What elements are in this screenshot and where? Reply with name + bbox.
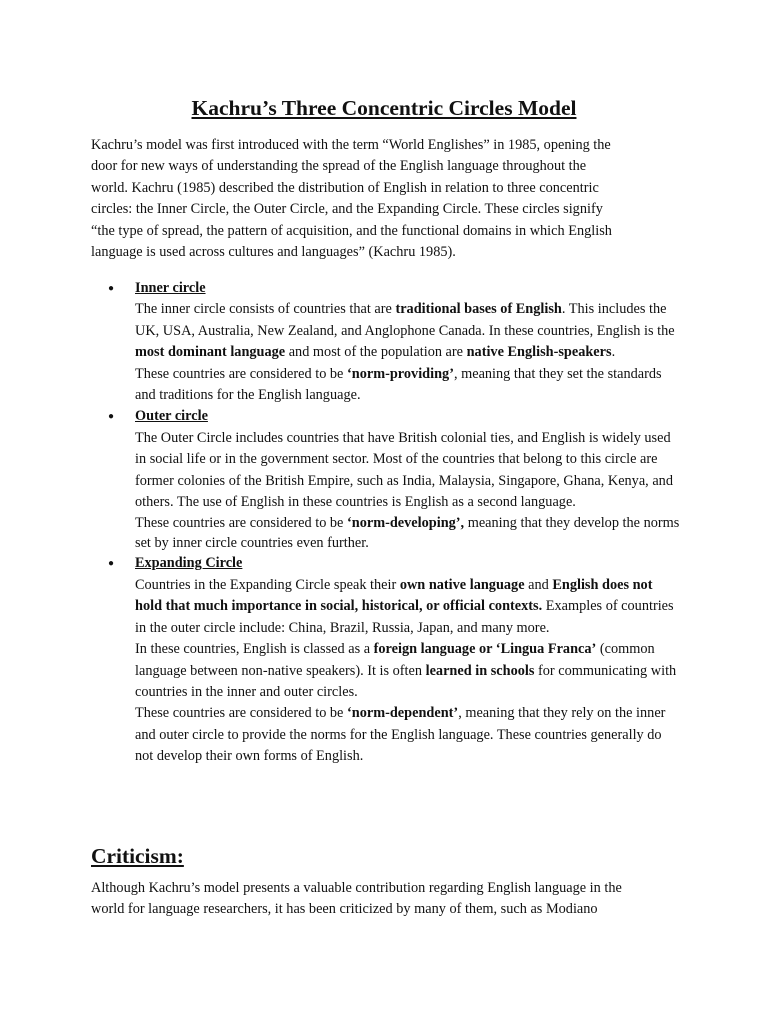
bold-text: learned in schools <box>425 662 535 679</box>
expanding-circle-heading: Expanding Circle <box>135 555 243 572</box>
bold-text: ‘norm-providing’ <box>346 365 454 382</box>
criticism-line: world for language researchers, it has been criticized by many of them, such as Modiano <box>91 901 598 918</box>
expanding-circle-paragraph <box>135 575 680 639</box>
inner-circle-heading: Inner circle <box>135 280 206 296</box>
criticism-paragraph <box>91 878 691 921</box>
intro-line: circles: the Inner Circle, the Outer Circle, and the Expanding Circle. These circles signify <box>91 201 603 218</box>
text-run: meaning that they develop the norms set by inner circle countries even further. <box>135 515 680 552</box>
intro-paragraph <box>91 135 691 263</box>
text-run: These countries are considered to be <box>135 365 347 382</box>
text-run: These countries are considered to be <box>135 515 347 532</box>
bold-text: foreign language or ‘Lingua Franca’ <box>373 641 597 658</box>
bullet-icon: ● <box>108 283 115 294</box>
text-run: The inner circle consists of countries that are <box>135 301 396 318</box>
intro-line: world. Kachru (1985) described the distribution of English in relation to three concentric <box>91 179 599 196</box>
bold-text: own native language <box>399 576 525 593</box>
bold-text: traditional bases of English <box>395 301 562 318</box>
intro-line: Kachru’s model was first introduced with the term “World Englishes” in 1985, opening the <box>91 137 611 153</box>
list-item-expanding-circle <box>0 553 768 767</box>
bold-text: most dominant language <box>135 344 286 361</box>
text-run: . <box>611 344 616 361</box>
inner-circle-norm-paragraph <box>135 364 680 407</box>
list-item-inner-circle <box>0 278 768 406</box>
circles-list <box>0 278 768 768</box>
bold-text: ‘norm-dependent’ <box>346 705 459 722</box>
expanding-circle-body <box>135 553 680 767</box>
bold-text: English does not hold that much importance in social, historical, or official contexts. <box>135 576 653 615</box>
intro-line: “the type of spread, the pattern of acquisition, and the functional domains in which English <box>91 222 612 239</box>
text-run: (common language between non-native speakers). It is often <box>135 641 655 679</box>
bullet-icon: ● <box>108 411 115 423</box>
intro-line: language is used across cultures and languages” (Kachru 1985). <box>91 244 456 261</box>
text-run: In these countries, English is classed as a <box>135 641 374 658</box>
intro-line: door for new ways of understanding the spread of the English language throughout the <box>91 158 587 175</box>
text-run: and most of the population are <box>285 344 467 361</box>
criticism-heading: Criticism: <box>91 844 184 868</box>
outer-circle-norm-paragraph <box>135 513 680 553</box>
inner-circle-paragraph <box>135 299 680 363</box>
list-item-outer-circle <box>0 406 768 553</box>
text-run: These countries are considered to be <box>135 705 347 722</box>
text-run: and <box>524 576 553 593</box>
text-run: Countries in the Expanding Circle speak their <box>135 576 400 593</box>
outer-circle-body <box>135 406 680 553</box>
expanding-circle-lingua-franca-paragraph <box>135 639 680 703</box>
inner-circle-body <box>135 278 680 406</box>
bold-text: native English-speakers <box>466 344 612 361</box>
criticism-line: Although Kachru’s model presents a valuable contribution regarding English language in the <box>91 880 622 896</box>
document-title: Kachru’s Three Concentric Circles Model <box>191 96 577 120</box>
expanding-circle-norm-paragraph <box>135 703 680 767</box>
text-run: , meaning that they set the standards and traditions for the English language. <box>135 365 662 404</box>
text-run: Examples of countries in the outer circle include: China, Brazil, Russia, Japan, and many more. <box>135 598 674 636</box>
outer-circle-paragraph: The Outer Circle includes countries that have British colonial ties, and English is widely used in social life or in the government sector. Most of the countries that belong to this circle are former colonies of the British Empire, such as India, Malaysia, Singapore, Ghana, Kenya, and others. The use of English in these countries is English as a second language. <box>135 429 673 511</box>
outer-circle-heading: Outer circle <box>135 408 208 425</box>
bullet-icon: ● <box>108 558 115 570</box>
text-run: . This includes the UK, USA, Australia, New Zealand, and Anglophone Canada. In these countries, English is the <box>135 301 675 339</box>
text-run: for communicating with countries in the inner and outer circles. <box>135 662 677 700</box>
text-run: , meaning that they rely on the inner and outer circle to provide the norms for the English language. These countries generally do not develop their own forms of English. <box>135 705 666 765</box>
bold-text: ‘norm-developing’, <box>346 515 465 532</box>
